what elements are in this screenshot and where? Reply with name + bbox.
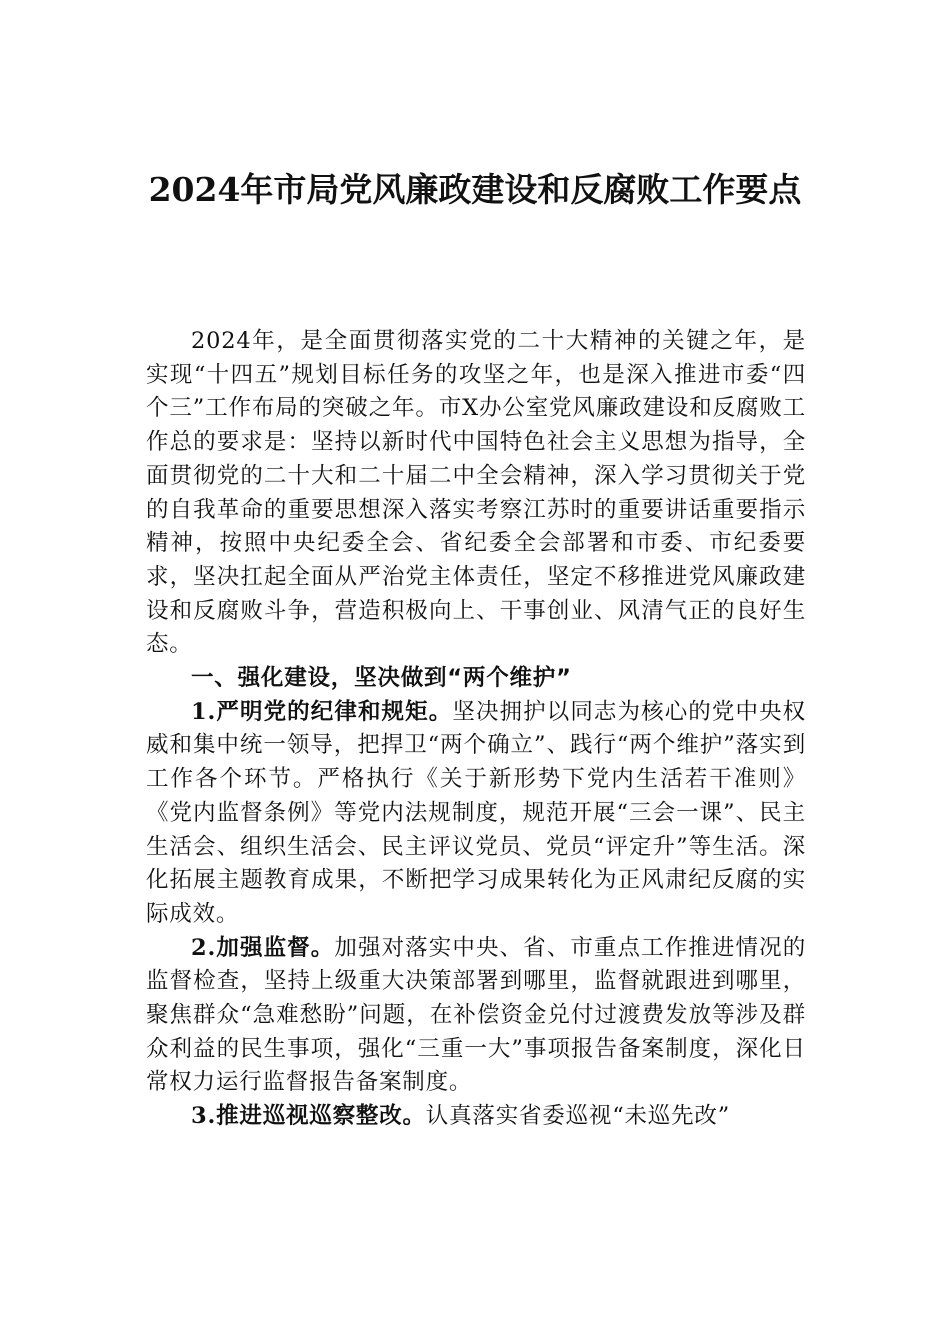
- item-text-3: 认真落实省委巡视“未巡先改”: [425, 1103, 731, 1130]
- section-heading: 一、强化建设，坚决做到“两个维护”: [191, 665, 572, 692]
- item-text-1: 坚决拥护以同志为核心的党中央权威和集中统一领导，把捍卫“两个确立”、践行“两个维护”落实到工作各个环节。严格执行《关于新形势下党内生活若干准则》《党内监督条例》等党内法规制度，规范开展“三会一课”、民主生活会、组织生活会、民主评议党员、党员“评定升”等生活。深化拓展主题教育成果，不断把学习成果转化为正风肃纪反腐的实际成效。: [146, 698, 806, 927]
- item-text-2: 加强对落实中央、省、市重点工作推进情况的监督检查，坚持上级重大决策部署到哪里，监督就跟进到哪里，聚焦群众“急难愁盼”问题，在补偿资金兑付过渡费发放等涉及群众利益的民生事项，强化“三重一大”事项报告备案制度，深化日常权力运行监督报告备案制度。: [146, 934, 806, 1096]
- item-paragraph-1: [146, 696, 806, 932]
- document-body: [146, 325, 806, 1134]
- item-paragraph-3: [146, 1100, 806, 1134]
- document-title: 2024年市局党风廉政建设和反腐败工作要点: [148, 170, 802, 209]
- item-paragraph-2: [146, 932, 806, 1101]
- item-lead-2: 2.加强监督。: [191, 934, 335, 961]
- intro-paragraph: 2024年，是全面贯彻落实党的二十大精神的关键之年，是实现“十四五”规划目标任务的攻坚之年，也是深入推进市委“四个三”工作布局的突破之年。市X办公室党风廉政建设和反腐败工作总的要求是：坚持以新时代中国特色社会主义思想为指导，全面贯彻党的二十大和二十届二中全会精神，深入学习贯彻关于党的自我革命的重要思想深入落实考察江苏时的重要讲话重要指示精神，按照中央纪委全会、省纪委全会部署和市委、市纪委要求，坚决扛起全面从严治党主体责任，坚定不移推进党风廉政建设和反腐败斗争，营造积极向上、干事创业、风清气正的良好生态。: [146, 328, 806, 658]
- item-lead-1: 1.严明党的纪律和规矩。: [191, 698, 453, 725]
- item-lead-3: 3.推进巡视巡察整改。: [191, 1103, 426, 1130]
